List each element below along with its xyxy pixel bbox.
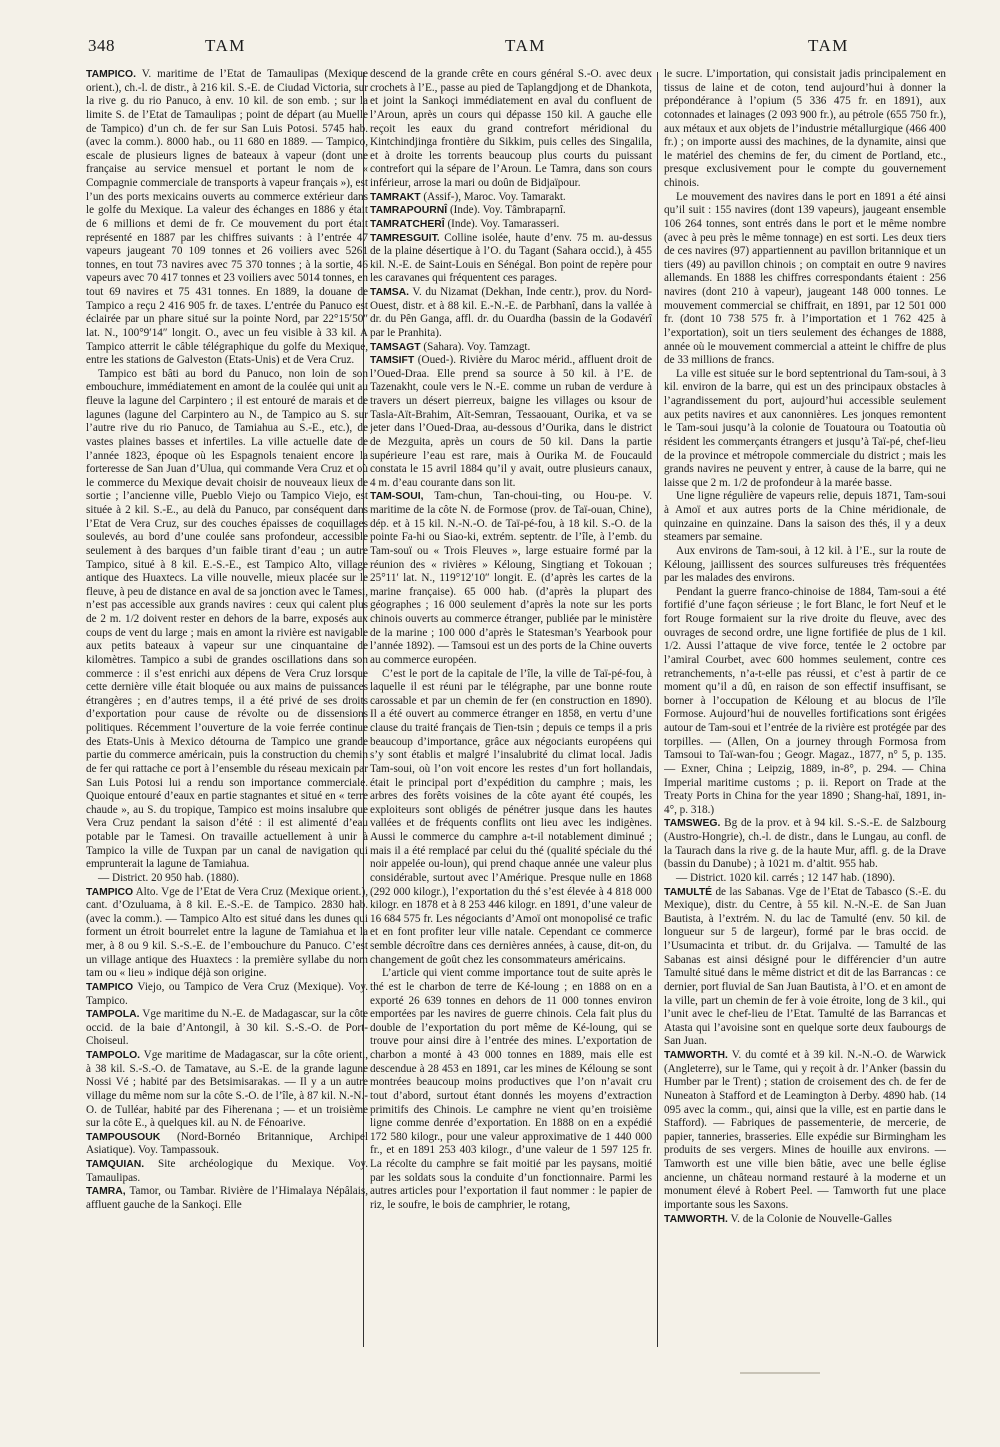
dictionary-entry xyxy=(86,1185,368,1212)
dictionary-entry xyxy=(664,817,946,872)
paragraph xyxy=(664,368,946,491)
dictionary-entry xyxy=(664,1049,946,1213)
dictionary-entry xyxy=(86,1049,368,1131)
dictionary-entry xyxy=(370,354,652,490)
dictionary-entry xyxy=(370,191,652,205)
entry-text: Vge maritime de Madagascar, sur la côte orient., à 38 kil. S.-S.-O. de Tamatave, au S.-E. de la grande lagune Nossi Vé ; habité par des Betsimisarakas. — Il y a un autre village du même nom sur la côte S.-O. de l’île, à 87 kil. N.-N.-O. de Tulléar, habité par des Fiherenana ; — et un troisième sur la côte E., à quelques kil. au N. de Fénoarive. xyxy=(86,1049,368,1130)
entry-text: (Inde). Voy. Tamarasseri. xyxy=(444,217,560,230)
dictionary-entry xyxy=(664,1213,946,1227)
entry-headword: TAMPICO xyxy=(86,886,134,898)
entry-headword: TAMPICO xyxy=(86,981,134,993)
column-rule xyxy=(657,72,658,1347)
entry-headword: TAMSWEG. xyxy=(664,818,721,830)
entry-text: (Sahara). Voy. Tamzagt. xyxy=(420,340,531,353)
entry-headword: TAMWORTH. xyxy=(664,1213,728,1225)
entry-headword: TAMSA. xyxy=(370,287,410,298)
entry-headword: TAMPOUSOUK xyxy=(86,1131,161,1143)
text-column-3 xyxy=(664,68,946,1413)
entry-text: (Oued-). Rivière du Maroc mérid., affluent droit de l’Oued-Draa. Elle prend sa source à 50 kil. à l’E. de Tazenakht, coule vers le N.-E. comme un ruban de verdure à travers un désert pierreux, baigne les villages ou ksour de Tasla-Aït-Brahim, Aït-Semran, Tessaouant, Ourika, et va se jeter dans l’Oued-Draa, au-dessous d’Ourika, dans le district de Mezguita, après un cours de 50 kil. Dans la partie supérieure l’eau est rare, mais à Ourika M. de Foucauld constata le 15 avril 1884 qu’il y avait, outre plusieurs canaux, 4 m. d’eau courante dans son lit. xyxy=(370,354,652,489)
text-column-2 xyxy=(370,68,652,1413)
entry-text: Alto. Vge de l’Etat de Vera Cruz (Mexique orient.), cant. d’Ozuluama, à 8 kil. E.-S.-E. de Tampico. 2830 hab. (avec la comm.). — Tampico Alto est situé dans les dunes qui forment un étroit bourrelet entre la lagune de Tamiahua et la mer, à 8 ou 9 kil. S.-S.-E. de l’embouchure du Panuco. C’est un village antique des Huaxtecs : la première syllabe du nom tam ou « lieu » indique déjà son origine. xyxy=(86,885,368,980)
dictionary-entry xyxy=(370,286,652,341)
dictionary-entry xyxy=(370,218,652,232)
text-column-1 xyxy=(86,68,368,1413)
dictionary-entry xyxy=(370,341,652,355)
entry-text: le sucre. L’importation, qui consistait jadis principalement en tissus de laine et de coton, tend aujourd’hui à donner la prépondérance à l’opium (5 336 475 fr. en 1891), aux cotonnades et lainages (2 093 900 fr.), au pétrole (655 750 fr.), aux métaux et aux objets de l’industrie métallurgique (466 400 fr.) ; on importe aussi des machines, de la dynamite, ainsi que le matériel des chemins de fer, du ciment de Portland, etc., presque exclusivement pour le compte du gouvernement chinois. xyxy=(664,68,946,189)
entry-headword: TAMRAPOURNÎ xyxy=(370,205,448,217)
entry-text: Tamor, ou Tambar. Rivière de l’Himalaya Népâlais, affluent gauche de la Sankoçi. Elle xyxy=(86,1185,368,1211)
entry-headword: TAMULTÉ xyxy=(664,886,713,898)
entry-headword: TAMSIFT xyxy=(370,355,415,367)
entry-headword: TAMSAGT xyxy=(370,341,421,353)
entry-text: Le mouvement des navires dans le port en 1891 a été ainsi qu’il suit : 155 navires (dont 139 vapeurs), jaugeant ensemble 106 264 tonnes, sont entrés dans le port et le même nombre (avec à peu près le même tonnage) en est sorti. Les deux tiers de ces navires (97) appartiennent au pavillon britannique et un tiers (49) au pavillon chinois ; on comptait en outre 9 navires allemands. En 1888 les chiffres correspondants étaient : 256 navires (dont 210 à vapeur), jaugeant 148 000 tonnes. Le mouvement commercial se chiffrait, en 1891, par 12 501 000 fr. (dont 10 738 575 fr. à l’importation et 1 762 425 à l’exportation), soit un tiers seulement des échanges de 1888, année où le mouvement commercial a atteint le chiffre de plus de 33 millions de francs. xyxy=(664,190,946,367)
entry-text: V. de la Colonie de Nouvelle-Galles xyxy=(727,1212,892,1225)
page-number: 348 xyxy=(88,36,115,55)
dictionary-entry xyxy=(86,1131,368,1158)
running-head-left: TAM xyxy=(205,36,246,55)
entry-text: V. du comté et à 39 kil. N.-N.-O. de Warwick (Angleterre), sur le Tame, qui y reçoit à dr. l’Anker (bassin du Humber par le Trent) ; station de croisement des ch. de fer de Nuneaton à Stafford et de Leamington à Derby. 4890 hab. (14 095 avec la comm., qui, ainsi que la ville, est en partie dans le Stafford). — Fabriques de passementerie, de mercerie, de papier, tanneries, brasseries. Elle expédie sur Birmingham les produits de ses vergers. Mines de houille aux environs. — Tamworth est une ville bien bâtie, avec une belle église ancienne, un château normand restauré à la moderne et un monument élevé à Robert Peel. — Tamworth fut une place importante sous les Saxons. xyxy=(664,1049,946,1211)
entry-text: — District. 20 950 hab. (1880). xyxy=(98,871,240,884)
dictionary-entry xyxy=(664,68,946,191)
entry-text: Tam-chun, Tan-choui-ting, ou Hou-pe. V. maritime de la côte N. de Formose (prov. de Taï-ouan, Chine), dép. et à 15 kil. N.-N.-O. de Taï-pé-fou, à 18 kil. S.-O. de la pointe Fa-hi ou Siao-ki, extrém. septentr. de l’île, à l’emb. du Tam-souï ou « Trois Fleuves », large estuaire formé par la réunion des « rivières » Kéloung, Singtiang et Tokouan ; 25°11′ lat. N., 119°12′10″ longit. E. (d’après les cartes de la marine française). 65 000 hab. (d’après la plupart des géographes ; 16 000 seulement d’après la note sur les ports chinois ouverts au commerce étranger, publiée par le ministère de la marine ; 100 000 d’après le Statesman’s Yearbook pour l’année 1892). — Tamsoui est un des ports de la Chine ouverts au commerce européen. xyxy=(370,490,652,666)
entry-text: Site archéologique du Mexique. Voy. Tamaulipas. xyxy=(86,1158,368,1184)
entry-headword: TAMRATCHERÎ xyxy=(370,218,445,230)
entry-text: — District. 1020 kil. carrés ; 12 147 hab. (1890). xyxy=(676,871,896,884)
paragraph xyxy=(664,872,946,886)
entry-text: (Assif-), Maroc. Voy. Tamarakt. xyxy=(420,190,566,203)
entry-text: de las Sabanas. Vge de l’Etat de Tabasco (S.-E. du Mexique), distr. du Centre, à 55 kil. N.-N.-E. de San Juan Bautista, à l’extrém. N. du lac de Tamulté (env. 50 kil. de longueur sur 5 de largeur), formé par le bras occid. de l’Usumacinta et tribut. dr. du Grijalva. — Tamulté de las Sabanas est ainsi désigné pour le différencier d’un autre Tamulté situé dans le même district et dit de las Barrancas : ce dernier, port fluvial de San Juan Bautista, à l’O. et en amont de la ville, part un chemin de fer à voie étroite, long de 3 kil., qui l’unit avec le chef-lieu de l’Etat. Tamulté de las Barrancas et Atasta qui l’avoisine sont en quelque sorte deux faubourgs de San Juan. xyxy=(664,885,946,1048)
paragraph xyxy=(664,545,946,586)
paragraph xyxy=(370,967,652,1212)
entry-text: Une ligne régulière de vapeurs relie, depuis 1871, Tam-soui à Amoï et aux autres ports de la Chine méridionale, de quinzaine en quinzaine. Dans la saison des thés, il y a deux steamers par semaine. xyxy=(664,490,946,544)
running-head-right: TAM xyxy=(808,36,849,55)
entry-text: descend de la grande crête en cours général S.-O. avec deux crochets à l’E., passe au pied de Taplangdjong et de Dhankota, et joint la Sankoçi immédiatement en aval du confluent de l’Aroun, après un cours qui dépasse 150 kil. A gauche elle reçoit les eaux du grand contrefort méridional du Kintchindjinga frontière du Sikkim, puis celles des Singalila, et à droite les torrents beaucoup plus courts du puissant contrefort qui la sépare de l’Aroun. Le Tamra, dans son cours inférieur, arrose la mari ou doûn de Bidjaïpour. xyxy=(370,68,652,189)
entry-text: Vge maritime du N.-E. de Madagascar, sur la côte occid. de la baie d’Antongil, à 30 kil. S.-S.-O. de Port-Choiseul. xyxy=(86,1008,368,1048)
entry-headword: TAMRESGUIT. xyxy=(370,232,440,244)
dictionary-entry xyxy=(664,886,946,1050)
dictionary-entry xyxy=(86,1158,368,1185)
entry-text: (Inde). Voy. Tâmbrapaṛnî. xyxy=(447,204,566,217)
paragraph xyxy=(370,668,652,968)
entry-text: Bg de la prov. et à 94 kil. S.-S.-E. de Salzbourg (Austro-Hongrie), ch.-l. de distr., dans le Lungau, au confl. de la Taurach dans la rive g. de la haute Mur, affl. g. de la Drave (bassin du Danube) ; à 1021 m. d’altit. 955 hab. xyxy=(664,817,946,871)
entry-text: Colline isolée, haute d’env. 75 m. au-dessus de la plaine désertique à l’O. du Tagant (Sahara occid.), à 455 kil. N.-E. de Saint-Louis en Sénégal. Bon point de repère pour les caravanes qui fréquentent ces parages. xyxy=(370,231,652,285)
entry-text: Viejo, ou Tampico de Vera Cruz (Mexique). Voy. Tampico. xyxy=(86,980,368,1007)
running-head-center: TAM xyxy=(505,36,546,55)
entry-text: Tampico est bâti au bord du Panuco, non loin de son embouchure, immédiatement en amont de la coulée qui unit au fleuve la lagune del Carpintero ; il est entouré de marais et de lagunes (lagune del Carpintero au N., de Tampico au S. sur l’autre rive du rio Panuco, de Tamiahua au S.-E., etc.), de vastes plaines basses et infertiles. La ville actuelle date de l’année 1823, époque où les Espagnols tenaient encore la forteresse de San Juan d’Ulua, qui commande Vera Cruz et où le commerce du Mexique devait choisir de nouveaux lieux de sortie ; l’ancienne ville, Pueblo Viejo ou Tampico Viejo, est située à 2 kil. S.-E., au delà du Panuco, par conséquent dans l’Etat de Vera Cruz, sur des couches épaisses de coquillages soulevés, au bord d’une coulée sans profondeur, accessible seulement à des barques d’un faible tirant d’eau ; un autre Tampico, situé à 8 kil. E.-S.-E., est Tampico Alto, village antique des Huaxtecs. La ville nouvelle, mieux placée sur le fleuve, à peu de distance en aval de sa jonction avec le Tamesi, n’est pas accessible aux grands navires : ceux qui calent plus de 2 m. 1/2 doivent rester en dehors de la barre, exposés aux coups de vent du large ; mais en amont la rivière est navigable aux petits bateaux à vapeur sur une cinquantaine de kilomètres. Tampico a subi de grandes oscillations dans son commerce : il s’est enrichi aux dépens de Vera Cruz lorsque cette dernière ville était bloquée ou aux mains de puissances étrangères ; en d’autres temps, il a été privé de ses droits d’exportation pour cause de révolte ou de dissensions politiques. Récemment l’ouverture de la voie ferrée continue des Etats-Unis à Mexico détourna de Tampico une grande partie du commerce américain, puis la construction du chemin de fer qui rattache ce port à l’ensemble du réseau mexicain par San Luis Potosi lui a rendu son importance commerciale. Quoique entouré d’eaux en partie stagnantes et situé en « terre chaude », au S. du tropique, Tampico est moins insalubre que Vera Cruz pendant la saison d’été : il est alimenté d’eau potable par le Tamesi. On travaille actuellement à unir à Tampico la ville de Tuxpan par un canal de navigation qui emprunterait la lagune de Tamiahua. xyxy=(86,367,368,871)
entry-text: (Nord-Bornéo Britannique, Archipel Asiatique). Voy. Tampassouk. xyxy=(86,1130,368,1157)
entry-text: V. maritime de l’Etat de Tamaulipas (Mexique orient.), ch.-l. de distr., à 216 kil. S.-E. de Ciudad Victoria, sur la rive g. du rio Panuco, à env. 10 kil. de son emb. ; sur la limite S. de l’Etat de Tamaulipas ; point de départ (au Muelle de Tampico) d’un ch. de fer sur San Luis Potosi. 5745 hab. (avec la comm.). 8000 hab., ou 11 680 en 1889. — Tampico, escale de plusieurs lignes de bateaux à vapeur (dont une française au service mensuel et portant le nom de « Compagnie commerciale de transports à vapeur français »), est l’un des ports mexicains ouverts au commerce extérieur dans le golfe du Mexique. La valeur des échanges en 1886 y était de 6 millions et demi de fr. Ce mouvement du port était représenté en 1887 par les chiffres suivants : à l’entrée 47 vapeurs jaugeant 70 109 tonnes et 26 voiliers avec 5261 tonnes, en tout 73 navires avec 75 370 tonnes ; à la sortie, 46 vapeurs avec 70 417 tonnes et 23 voiliers avec 5014 tonnes, en tout 69 navires et 75 431 tonnes. En 1889, la douane de Tampico a reçu 2 416 905 fr. de taxes. L’entrée du Panuco est éclairée par un phare situé sur la pointe Nord, par 22°15′50″ lat. N., 100°9′14″ longit. O., avec un feu visible à 33 kil. A Tampico atterrit le câble télégraphique du golfe du Mexique, entre les stations de Galveston (Etats-Unis) et de Vera Cruz. xyxy=(86,68,368,367)
entry-headword: TAM-SOUI, xyxy=(370,491,424,503)
entry-headword: TAMPICO. xyxy=(86,69,137,80)
dictionary-entry xyxy=(370,204,652,218)
print-mark xyxy=(740,1372,820,1374)
entry-headword: TAMRA, xyxy=(86,1186,126,1198)
entry-text: V. du Nizamat (Dekhan, Inde centr.), prov. du Nord-Ouest, distr. et à 88 kil. E.-N.-E. de Parbhanî, dans la vallée à dr. du Pên Ganga, affl. dr. du Ouardha (bassin de la Godavérî par le Pranhita). xyxy=(370,286,652,339)
entry-text: Aux environs de Tam-soui, à 12 kil. à l’E., sur la route de Kéloung, jaillissent des sources sulfureuses très fréquentées par les malades des environs. xyxy=(664,544,946,585)
dictionary-entry xyxy=(86,981,368,1008)
entry-headword: TAMRAKT xyxy=(370,191,421,203)
entry-text: La ville est située sur le bord septentrional du Tam-soui, à 3 kil. environ de la barre, qui est un des principaux obstacles à l’agrandissement du port, aujourd’hui accessible seulement aux petits navires et aux canonnières. Les jonques remontent le Tam-soui jusqu’à la colonie de Touatoura ou Toatoutia où résident les commerçants étrangers et jusqu’à Taï-pé, chef-lieu de la province et métropole commerciale du district ; mais les grands navires ne peuvent y entrer, à cause de la barre, qui ne laisse que 2 m. 1/2 de profondeur à la marée basse. xyxy=(664,367,946,489)
page-header xyxy=(0,36,1000,66)
dictionary-entry xyxy=(86,68,368,368)
dictionary-entry xyxy=(370,232,652,287)
dictionary-entry xyxy=(86,886,368,981)
dictionary-entry xyxy=(86,1008,368,1049)
entry-text: L’article qui vient comme importance tout de suite après le thé est le charbon de terre de Ké-loung ; en 1888 on en a exporté 26 639 tonnes en dehors de 11 000 tonnes environ emportées par les navires de guerre chinois. Cela fait plus du double de l’exportation du port même de Ké-loung, qui se trouve pour ainsi dire à l’entrée des mines. L’exportation de charbon a monté à 43 000 tonnes en 1889, mais elle est descendue à 28 453 en 1891, car les mines de Kéloung se sont montrées beaucoup moins productives que l’on n’avait cru tout d’abord, surtout étant donnés les moyens d’extraction primitifs des Chinois. Le camphre ne vient qu’en troisième ligne comme denrée d’exportation. En 1888 on en a expédié 172 580 kilogr., pour une valeur approximative de 1 440 000 fr., et en 1891 253 403 kilogr., d’une valeur de 1 597 125 fr. La récolte du camphre se fait moitié par les paysans, moitié par les soldats sous la conduite d’un fonctionnaire. Parmi les autres articles pour l’exportation il faut nommer : le papier de riz, le soufre, le bois de camphrier, le rotang, xyxy=(370,967,652,1211)
entry-headword: TAMWORTH. xyxy=(664,1050,728,1061)
paragraph xyxy=(86,368,368,872)
entry-text: Pendant la guerre franco-chinoise de 1884, Tam-soui a été fortifié d’une façon sérieuse ; le fort Blanc, le fort Neuf et le fort Rouge formaient sur la rive droite du fleuve, avec des ouvrages de second ordre, une ligne fortifiée de plus de 1 kil. 1/2. Aussi l’attaque de vive force, tentée le 2 octobre par l’amiral Courbet, avec 600 hommes seulement, contre ces retranchements, n’a-t-elle pas réussi, et c’est à partir de ce moment qu’il a dû, en raison de son effectif insuffisant, se borner à l’occupation de Kéloung et au blocus de l’île Formose. Aujourd’hui de nouvelles fortifications sont érigées autour de Tam-soui et l’entrée de la rivière est protégée par des torpilles. — (Allen, On a journey through Formosa from Tamsoui to Taï-wan-fou ; Geogr. Magaz., 1877, n° 5, p. 135. — Exner, China ; Leipzig, 1889, in-8°, p. 294. — China Imperial maritime customs ; p. ii. Report on Trade at the Treaty Ports in China for the year 1890 ; Shang-haï, 1891, in-4°, p. 318.) xyxy=(664,585,946,816)
entry-headword: TAMPOLO. xyxy=(86,1050,141,1061)
paragraph xyxy=(664,490,946,545)
paragraph xyxy=(664,586,946,818)
entry-headword: TAMPOLA. xyxy=(86,1009,140,1021)
paragraph xyxy=(86,872,368,886)
dictionary-entry xyxy=(370,68,652,191)
entry-text: C’est le port de la capitale de l’île, la ville de Taï-pé-fou, à laquelle il est réuni par le télégraphe, par une bonne route carossable et par un chemin de fer (en construction en 1890). Il a été ouvert au commerce étranger en 1858, en vertu d’une clause du traité français de Tien-tsin ; depuis ce temps il a pris beaucoup d’importance, grâce aux négociants européens qui s’y sont établis et malgré l’insalubrité du climat local. Jadis Tam-soui, où l’on voit encore les restes d’un fort hollandais, était le principal port d’expédition du camphre ; mais, les arbres des forêts voisines de la côte ayant été coupés, les exploiteurs sont obligés de pénétrer jusque dans les hautes vallées et de fréquents conflits ont lieu avec les indigènes. Aussi le commerce du camphre a-t-il notablement diminué ; mais il a été remplacé par celui du thé (qualité spéciale du thé noir appelée ou-loun), qui prend chaque année une valeur plus considérable, surtout avec l’Amérique. Presque nulle en 1868 (292 000 kilogr.), l’exportation du thé s’est élevée à 4 818 000 kilogr. en 1878 et à 8 253 446 kilogr. en 1891, d’une valeur de 16 684 575 fr. Les négociants d’Amoï ont monopolisé ce trafic et en font profiter leur ville natale. Cependant ce commerce semble décroître dans ces dernières années, à cause, dit-on, du changement de goût chez les consommateurs américains. xyxy=(370,667,652,966)
paragraph xyxy=(664,191,946,368)
entry-headword: TAMQUIAN. xyxy=(86,1159,145,1170)
dictionary-entry xyxy=(370,490,652,667)
